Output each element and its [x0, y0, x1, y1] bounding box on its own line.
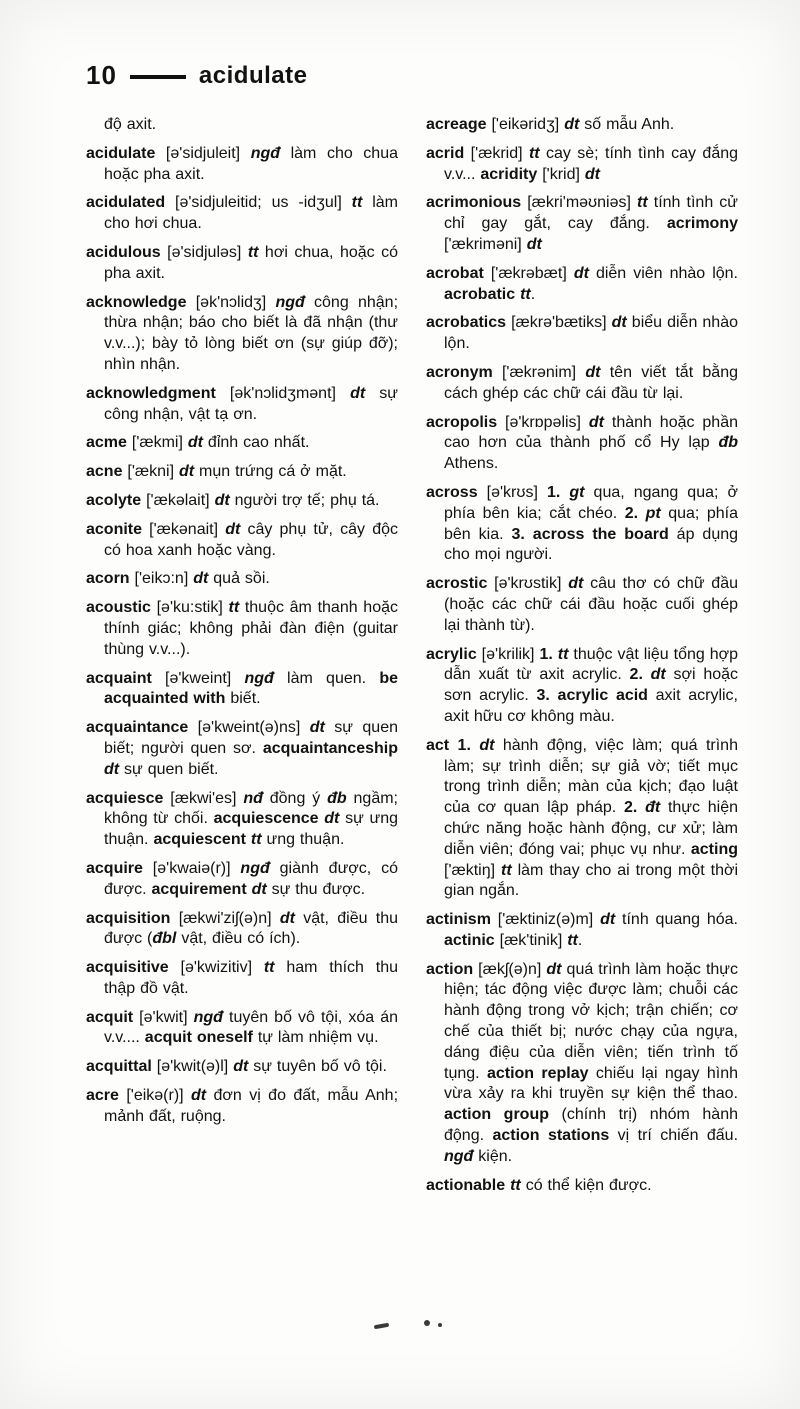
definition-text: thuộc âm thanh hoặc thính giác; không phải đàn điện (guitar thùng v.v...).	[104, 599, 398, 658]
definition-text: sự quen biết.	[119, 760, 219, 778]
pos-label: tt	[637, 194, 648, 212]
definition-text: [ə'krilik]	[476, 645, 540, 663]
definition-text: áp dụng cho mọi người.	[444, 525, 739, 564]
headword: acrimonious	[426, 194, 522, 212]
headword: acme	[86, 434, 127, 452]
pos-label: tt	[247, 243, 259, 261]
entry-continuation	[86, 115, 398, 136]
headword: acne	[86, 463, 123, 481]
subentry-headword: 1.	[539, 645, 553, 663]
headword: across	[426, 483, 478, 501]
definition-text: công nhận; thừa nhận; báo cho biết là đã nhận (thư v.v...); bày tỏ lòng biết ơn (sự giúp đỡ); nhìn nhận.	[104, 293, 399, 373]
subentry-headword: acrobatic	[444, 285, 516, 303]
entry-action	[426, 960, 738, 1168]
definition-text: ['ækəlait]	[141, 491, 215, 509]
page-number: 10	[86, 60, 117, 90]
definition-text: diễn viên nhào lộn.	[588, 264, 738, 282]
headword: acorn	[86, 570, 130, 588]
pos-label: ngđ	[244, 669, 274, 687]
definition-text: [ək'nɔlidʒmənt]	[215, 384, 351, 402]
right-column	[426, 115, 738, 1204]
pos-label: tt	[510, 1176, 521, 1194]
pos-label: dt	[233, 1058, 249, 1076]
definition-text: tính quang hóa.	[615, 911, 739, 929]
definition-text: [ækʃ(ə)n]	[473, 960, 547, 978]
subentry-headword: 1.	[546, 483, 561, 501]
subentry-headword: 2.	[629, 666, 643, 684]
headword: acre	[86, 1087, 119, 1105]
subentry-headword: 3. acrylic acid	[536, 687, 648, 705]
definition-text: sự ưng thuận.	[104, 810, 398, 849]
definition-text: đơn vị đo đất, mẫu Anh; mảnh đất, ruộng.	[104, 1087, 399, 1125]
scan-artifact	[374, 1323, 389, 1330]
definition-text: [ə'kwizitiv]	[168, 959, 264, 977]
headword: acrobatics	[426, 314, 507, 332]
pos-label: dt	[350, 384, 366, 402]
definition-text: hơi chua, hoặc có pha axit.	[104, 243, 398, 282]
entry-actionable	[426, 1176, 738, 1197]
entry-acquit	[86, 1008, 398, 1050]
definition-text: làm thay cho ai trong một thời gian ngắn.	[444, 861, 739, 900]
definition-text: ['eikəridʒ]	[486, 116, 565, 133]
subentry-headword: 2.	[624, 799, 638, 817]
entry-actinism	[426, 910, 738, 952]
pos-label: dt	[611, 314, 627, 332]
headword: acronym	[426, 363, 493, 381]
entry-acknowledge	[86, 293, 398, 376]
headword: act 1.	[426, 736, 471, 754]
entry-acorn	[86, 569, 398, 590]
definition-text	[637, 799, 645, 816]
definition-text: sự quen biết; người quen sơ.	[104, 719, 398, 757]
scan-artifact	[438, 1323, 442, 1327]
headword: acolyte	[86, 491, 142, 509]
definition-text: [ə'krʊs]	[477, 483, 547, 501]
pos-label: dt	[279, 909, 295, 927]
headword: acidulated	[86, 194, 166, 212]
definition-text: ham thích thu thập đồ vật.	[104, 959, 398, 997]
definition-text: ngầm; không từ chối.	[104, 789, 398, 828]
definition-text: làm cho chua hoặc pha axit.	[104, 144, 399, 183]
definition-text: thành hoặc phần cao hơn của thành phố cổ Hy lạp	[444, 413, 738, 452]
entry-acrobatics	[426, 313, 738, 355]
headword: acrid	[426, 144, 465, 162]
guide-word: acidulate	[198, 61, 308, 89]
dictionary-columns	[0, 91, 800, 1204]
definition-text: [ækrə'bætiks]	[506, 314, 612, 332]
pos-label: dt	[568, 575, 584, 593]
headword: acquaint	[86, 669, 152, 687]
definition-text: ['ækrid]	[464, 144, 529, 162]
definition-text: đỉnh cao nhất.	[202, 434, 310, 452]
definition-text	[638, 505, 646, 522]
headword: acquisition	[86, 909, 171, 927]
headword: acquaintance	[86, 719, 189, 737]
definition-text: [ə'kwit]	[133, 1008, 194, 1026]
pos-label: gt	[569, 483, 585, 501]
subentry-headword: action replay	[486, 1064, 589, 1082]
definition-text: tên viết tắt bằng cách ghép các chữ cái đầu từ lại.	[444, 363, 738, 402]
definition-text: ['ækrənim]	[492, 363, 586, 381]
entry-acquire	[86, 859, 398, 901]
entry-acquisition	[86, 909, 398, 951]
definition-text: qua, ngang qua; ở phía bên kia; cắt chéo.	[444, 483, 739, 522]
definition-text: người trợ tế; phụ tá.	[229, 491, 380, 509]
headword: acoustic	[86, 599, 151, 617]
entry-acrylic	[426, 645, 738, 728]
pos-label: dt	[479, 736, 495, 754]
pos-label: dt	[526, 235, 542, 253]
definition-text: [ə'kwaiə(r)]	[142, 859, 241, 877]
definition-text: [æk'tinik]	[494, 931, 568, 949]
entry-acidulated	[86, 193, 398, 235]
subentry-headword: acquiescence	[213, 810, 319, 828]
definition-text: sự tuyên bố vô tội.	[248, 1058, 387, 1076]
definition-text: làm quen.	[273, 669, 380, 687]
pos-label: dt	[650, 666, 666, 684]
headword: acquit	[86, 1008, 134, 1026]
pos-label: tt	[228, 599, 240, 617]
definition-text: câu thơ có chữ đầu (hoặc các chữ cái đầu hoặc cuối ghép lại thành từ).	[444, 575, 738, 634]
pos-label: ngđ	[444, 1147, 474, 1165]
definition-text	[643, 666, 651, 683]
pos-label: dt	[178, 463, 195, 481]
headword: acidulate	[86, 144, 156, 162]
pos-label: nđ	[243, 789, 263, 807]
definition-text: sự thu được.	[266, 880, 366, 898]
definition-text: qua; phía bên kia.	[444, 504, 739, 543]
subentry-headword: action group	[444, 1106, 549, 1124]
pos-label: tt	[528, 144, 540, 162]
definition-text: số mẫu Anh.	[579, 116, 675, 133]
headword: acidulous	[86, 243, 161, 261]
subentry-headword: action stations	[492, 1127, 610, 1145]
subentry-headword: actinic	[444, 931, 495, 949]
definition-text: thực hiện chức năng hoặc hành động, cư xử; làm diễn viên; đóng vai; phục vụ như.	[444, 799, 738, 858]
pos-label: đt	[645, 799, 661, 817]
pos-label: tt	[351, 194, 363, 212]
definition-text: ['ækmi]	[126, 434, 188, 452]
definition-text: ['æktiŋ]	[444, 861, 502, 879]
definition-text: [ə'ku:stik]	[150, 599, 229, 617]
definition-text: quả sồi.	[208, 570, 270, 588]
definition-text: [ə'sidjuleit]	[155, 144, 251, 162]
entry-acrostic	[426, 574, 738, 636]
page-header	[0, 0, 800, 91]
subentry-headword: acting	[690, 840, 738, 858]
pos-label: ngđ	[240, 859, 270, 877]
pos-label: tt	[520, 285, 531, 303]
definition-text: [ə'sidjuleitid; us -idʒul]	[165, 194, 352, 212]
pos-label: dt	[546, 960, 562, 978]
subentry-headword: acquirement	[151, 880, 247, 898]
pos-label: ngđ	[250, 144, 281, 162]
definition-text: ['æktiniz(ə)m]	[490, 911, 601, 929]
definition-text: [ə'krʊstik]	[487, 575, 569, 593]
pos-label: dt	[309, 719, 325, 737]
definition-text: thuộc vật liệu tổng hợp dẫn xuất từ axit acrylic.	[444, 645, 738, 684]
definition-text: (chính trị) nhóm hành động.	[444, 1106, 738, 1145]
definition-text: tự làm nhiệm vụ.	[252, 1029, 379, 1047]
pos-label: tt	[557, 645, 569, 663]
headword: acknowledge	[86, 293, 187, 311]
pos-label: dt	[214, 491, 230, 509]
definition-text: quá trình làm hoặc thực hiện; tác động việc được làm; chuỗi các hành động trong vở kịch; trận chiến; cơ chế của thiết bị; nước chạy của ngựa, dáng điệu của diễn viên; tiến trình tố tụng.	[444, 960, 739, 1082]
definition-text: [ə'kweint(ə)ns]	[188, 719, 310, 737]
definition-text: [ə'kwit(ə)l]	[151, 1058, 234, 1076]
definition-text: [ækwi'ziʃ(ə)n]	[170, 909, 280, 927]
pos-label: dt	[225, 520, 241, 538]
headword: acquire	[86, 859, 143, 877]
definition-text: .	[530, 285, 536, 303]
pos-label: dt	[324, 810, 340, 828]
entry-acquiesce	[86, 789, 398, 851]
entry-acrid	[426, 144, 738, 186]
pos-label: dt	[251, 880, 267, 898]
pos-label: dt	[564, 116, 580, 133]
entry-acidulate	[86, 144, 398, 186]
definition-text: [ə'sidjuləs]	[160, 243, 248, 261]
entry-acidulous	[86, 243, 398, 285]
definition-text: sợi hoặc sơn acrylic.	[444, 666, 739, 705]
subentry-headword: acquit oneself	[144, 1029, 253, 1047]
headword: acrostic	[426, 575, 488, 593]
subentry-headword: 2.	[624, 504, 639, 522]
subentry-headword: acquiescent	[153, 831, 246, 849]
subentry-headword: acrimony	[666, 215, 738, 233]
definition-text: ['ækrəbæt]	[483, 264, 574, 282]
headword: acquisitive	[86, 959, 169, 977]
definition-text: kiện.	[473, 1147, 513, 1165]
headword: acknowledgment	[86, 384, 216, 402]
definition-text: vật, điều có ích).	[176, 930, 301, 948]
entry-acolyte	[86, 491, 398, 512]
entry-acrimonious	[426, 193, 738, 255]
headword: aconite	[86, 520, 143, 538]
definition-text: vị trí chiến đấu.	[609, 1127, 739, 1145]
definition-text: [ækwi'es]	[163, 789, 244, 807]
definition-text: ['krid]	[537, 165, 585, 183]
left-column	[86, 115, 398, 1204]
definition-text: tuyên bố vô tội, xóa án v.v....	[104, 1008, 398, 1047]
entry-act-1	[426, 736, 738, 902]
pos-label: dt	[585, 363, 601, 381]
pos-label: tt	[501, 861, 512, 879]
pos-label: đb	[327, 789, 347, 807]
headword: actionable	[426, 1176, 506, 1194]
definition-text: [ə'krɒpəlis]	[497, 413, 589, 431]
definition-text: ưng thuận.	[261, 831, 345, 849]
definition-text: đồng ý	[262, 789, 328, 807]
pos-label: tt	[263, 959, 275, 977]
definition-text: biết.	[225, 690, 261, 708]
pos-label: tt	[250, 831, 262, 849]
headword: acrylic	[426, 645, 477, 663]
entry-aconite	[86, 520, 398, 562]
definition-text: hành động, việc làm; quá trình làm; sự trình diễn; sự giả vờ; tiết mục trong trình diễn; màn của kịch; đạo luật của cơ quan lập pháp.	[444, 736, 738, 817]
entry-acquisitive	[86, 958, 398, 1000]
definition-text: cây phụ tử, cây độc có hoa xanh hoặc vàng.	[104, 520, 398, 559]
headword: acrobat	[426, 264, 484, 282]
subentry-headword: acridity	[480, 165, 538, 183]
entry-acne	[86, 462, 398, 483]
headword: acquittal	[86, 1058, 152, 1076]
pos-label: tt	[567, 931, 578, 949]
pos-label: dt	[588, 413, 604, 431]
pos-label: dt	[187, 434, 203, 452]
pos-label: đb	[718, 434, 738, 452]
pos-label: đbl	[152, 930, 177, 948]
scan-artifact	[424, 1320, 430, 1326]
header-rule	[130, 75, 186, 79]
headword: acquiesce	[86, 789, 164, 807]
entry-acoustic	[86, 598, 398, 660]
definition-text: ['ækriməni]	[444, 235, 527, 253]
subentry-headword: be acquainted with	[104, 669, 398, 708]
subentry-headword: acquaintanceship	[262, 739, 398, 757]
definition-text: làm cho hơi chua.	[104, 194, 399, 233]
pos-label: ngđ	[193, 1008, 223, 1026]
entry-acme	[86, 433, 398, 454]
definition-text: vật, điều thu được (	[104, 909, 399, 948]
entry-acknowledgment	[86, 384, 398, 426]
definition-text: ['ækənait]	[142, 520, 226, 538]
definition-text: tính tình cử chỉ gay gắt, cay đắng.	[444, 194, 739, 233]
definition-text: ['ækni]	[122, 463, 179, 481]
subentry-headword: 3. across the board	[511, 525, 669, 543]
pos-label: dt	[584, 165, 601, 183]
headword: action	[426, 960, 474, 978]
entry-acquittal	[86, 1057, 398, 1078]
definition-text: ['eikɔ:n]	[129, 570, 194, 588]
entry-acreage	[426, 115, 738, 136]
definition-text: [ək'nɔlidʒ]	[186, 293, 276, 311]
definition-text: có thể kiện được.	[520, 1176, 652, 1194]
definition-text: axit acrylic, axit hữu cơ không màu.	[444, 687, 739, 725]
pos-label: dt	[104, 760, 120, 778]
definition-text: sự công nhận, vật tạ ơn.	[104, 384, 399, 423]
pos-label: ngđ	[275, 293, 305, 311]
pos-label: dt	[573, 264, 589, 282]
entry-acquaint	[86, 669, 398, 711]
headword: acreage	[426, 116, 487, 133]
definition-text: mụn trứng cá ở mặt.	[194, 463, 347, 481]
entry-acre	[86, 1086, 398, 1128]
definition-text: [ækri'məʊniəs]	[521, 194, 638, 212]
entry-acquaintance	[86, 718, 398, 780]
entry-across	[426, 483, 738, 566]
definition-text: cay sè; tính tình cay đắng v.v...	[444, 144, 739, 183]
headword: acropolis	[426, 413, 498, 431]
headword: actinism	[426, 911, 491, 929]
definition-text: [ə'kweint]	[151, 669, 245, 687]
pos-label: dt	[191, 1087, 207, 1105]
definition-text: ['eikə(r)]	[118, 1087, 192, 1105]
entry-acronym	[426, 363, 738, 405]
entry-acrobat	[426, 264, 738, 306]
pos-label: pt	[645, 504, 661, 522]
definition-text: biểu diễn nhào lộn.	[444, 314, 738, 353]
definition-text: chiếu lại ngay hình vừa xảy ra khi truyền sự kiện thể thao.	[444, 1064, 739, 1103]
pos-label: dt	[193, 570, 209, 588]
definition-text: độ axit.	[104, 116, 157, 133]
definition-text: Athens.	[444, 455, 499, 473]
pos-label: dt	[600, 911, 616, 929]
definition-text: giành được, có được.	[104, 859, 398, 898]
entry-acropolis	[426, 413, 738, 475]
definition-text: .	[577, 931, 583, 949]
